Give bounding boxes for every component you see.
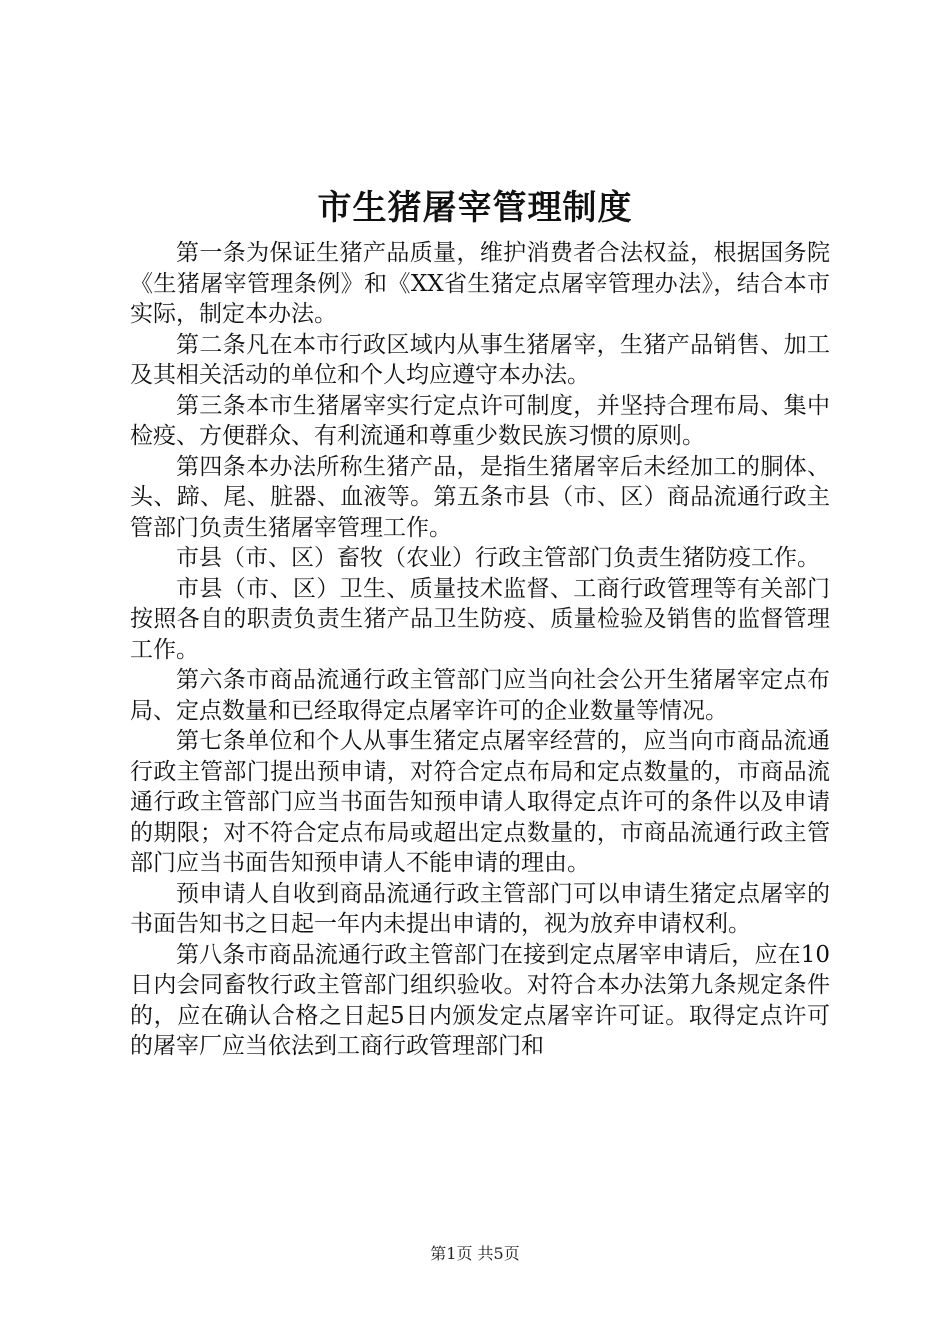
document-body (130, 238, 830, 1062)
paragraph: 第四条本办法所称生猪产品，是指生猪屠宰后未经加工的胴体、头、蹄、尾、脏器、血液等。第五条市县（市、区）商品流通行政主管部门负责生猪屠宰管理工作。 (130, 453, 830, 541)
paragraph: 第八条市商品流通行政主管部门在接到定点屠宰申请后，应在10日内会同畜牧行政主管部门组织验收。对符合本办法第九条规定条件的，应在确认合格之日起5日内颁发定点屠宰许可证。取得定点许可的屠宰厂应当依法到工商行政管理部门和 (130, 941, 830, 1059)
paragraph: 第三条本市生猪屠宰实行定点许可制度，并坚持合理布局、集中检疫、方便群众、有利流通和尊重少数民族习惯的原则。 (130, 392, 830, 449)
document-title: 市生猪屠宰管理制度 (317, 188, 633, 228)
paragraph: 预申请人自收到商品流通行政主管部门可以申请生猪定点屠宰的书面告知书之日起一年内未提出申请的，视为放弃申请权利。 (130, 880, 830, 937)
paragraph: 第一条为保证生猪产品质量，维护消费者合法权益，根据国务院《生猪屠宰管理条例》和《XX省生猪定点屠宰管理办法》，结合本市实际，制定本办法。 (130, 240, 830, 327)
paragraph: 第七条单位和个人从事生猪定点屠宰经营的，应当向市商品流通行政主管部门提出预申请，对符合定点布局和定点数量的，市商品流通行政主管部门应当书面告知预申请人取得定点许可的条件以及申请的期限；对不符合定点布局或超出定点数量的，市商品流通行政主管部门应当书面告知预申请人不能申请的理由。 (130, 728, 830, 876)
paragraph: 市县（市、区）卫生、质量技术监督、工商行政管理等有关部门按照各自的职责负责生猪产品卫生防疫、质量检验及销售的监督管理工作。 (130, 575, 830, 663)
paragraph: 市县（市、区）畜牧（农业）行政主管部门负责生猪防疫工作。 (176, 545, 820, 571)
paragraph: 第六条市商品流通行政主管部门应当向社会公开生猪屠宰定点布局、定点数量和已经取得定点屠宰许可的企业数量等情况。 (130, 667, 830, 724)
paragraph: 第二条凡在本市行政区域内从事生猪屠宰，生猪产品销售、加工及其相关活动的单位和个人均应遵守本办法。 (130, 331, 830, 388)
page-footer: 第1页 共5页 (430, 1244, 520, 1263)
